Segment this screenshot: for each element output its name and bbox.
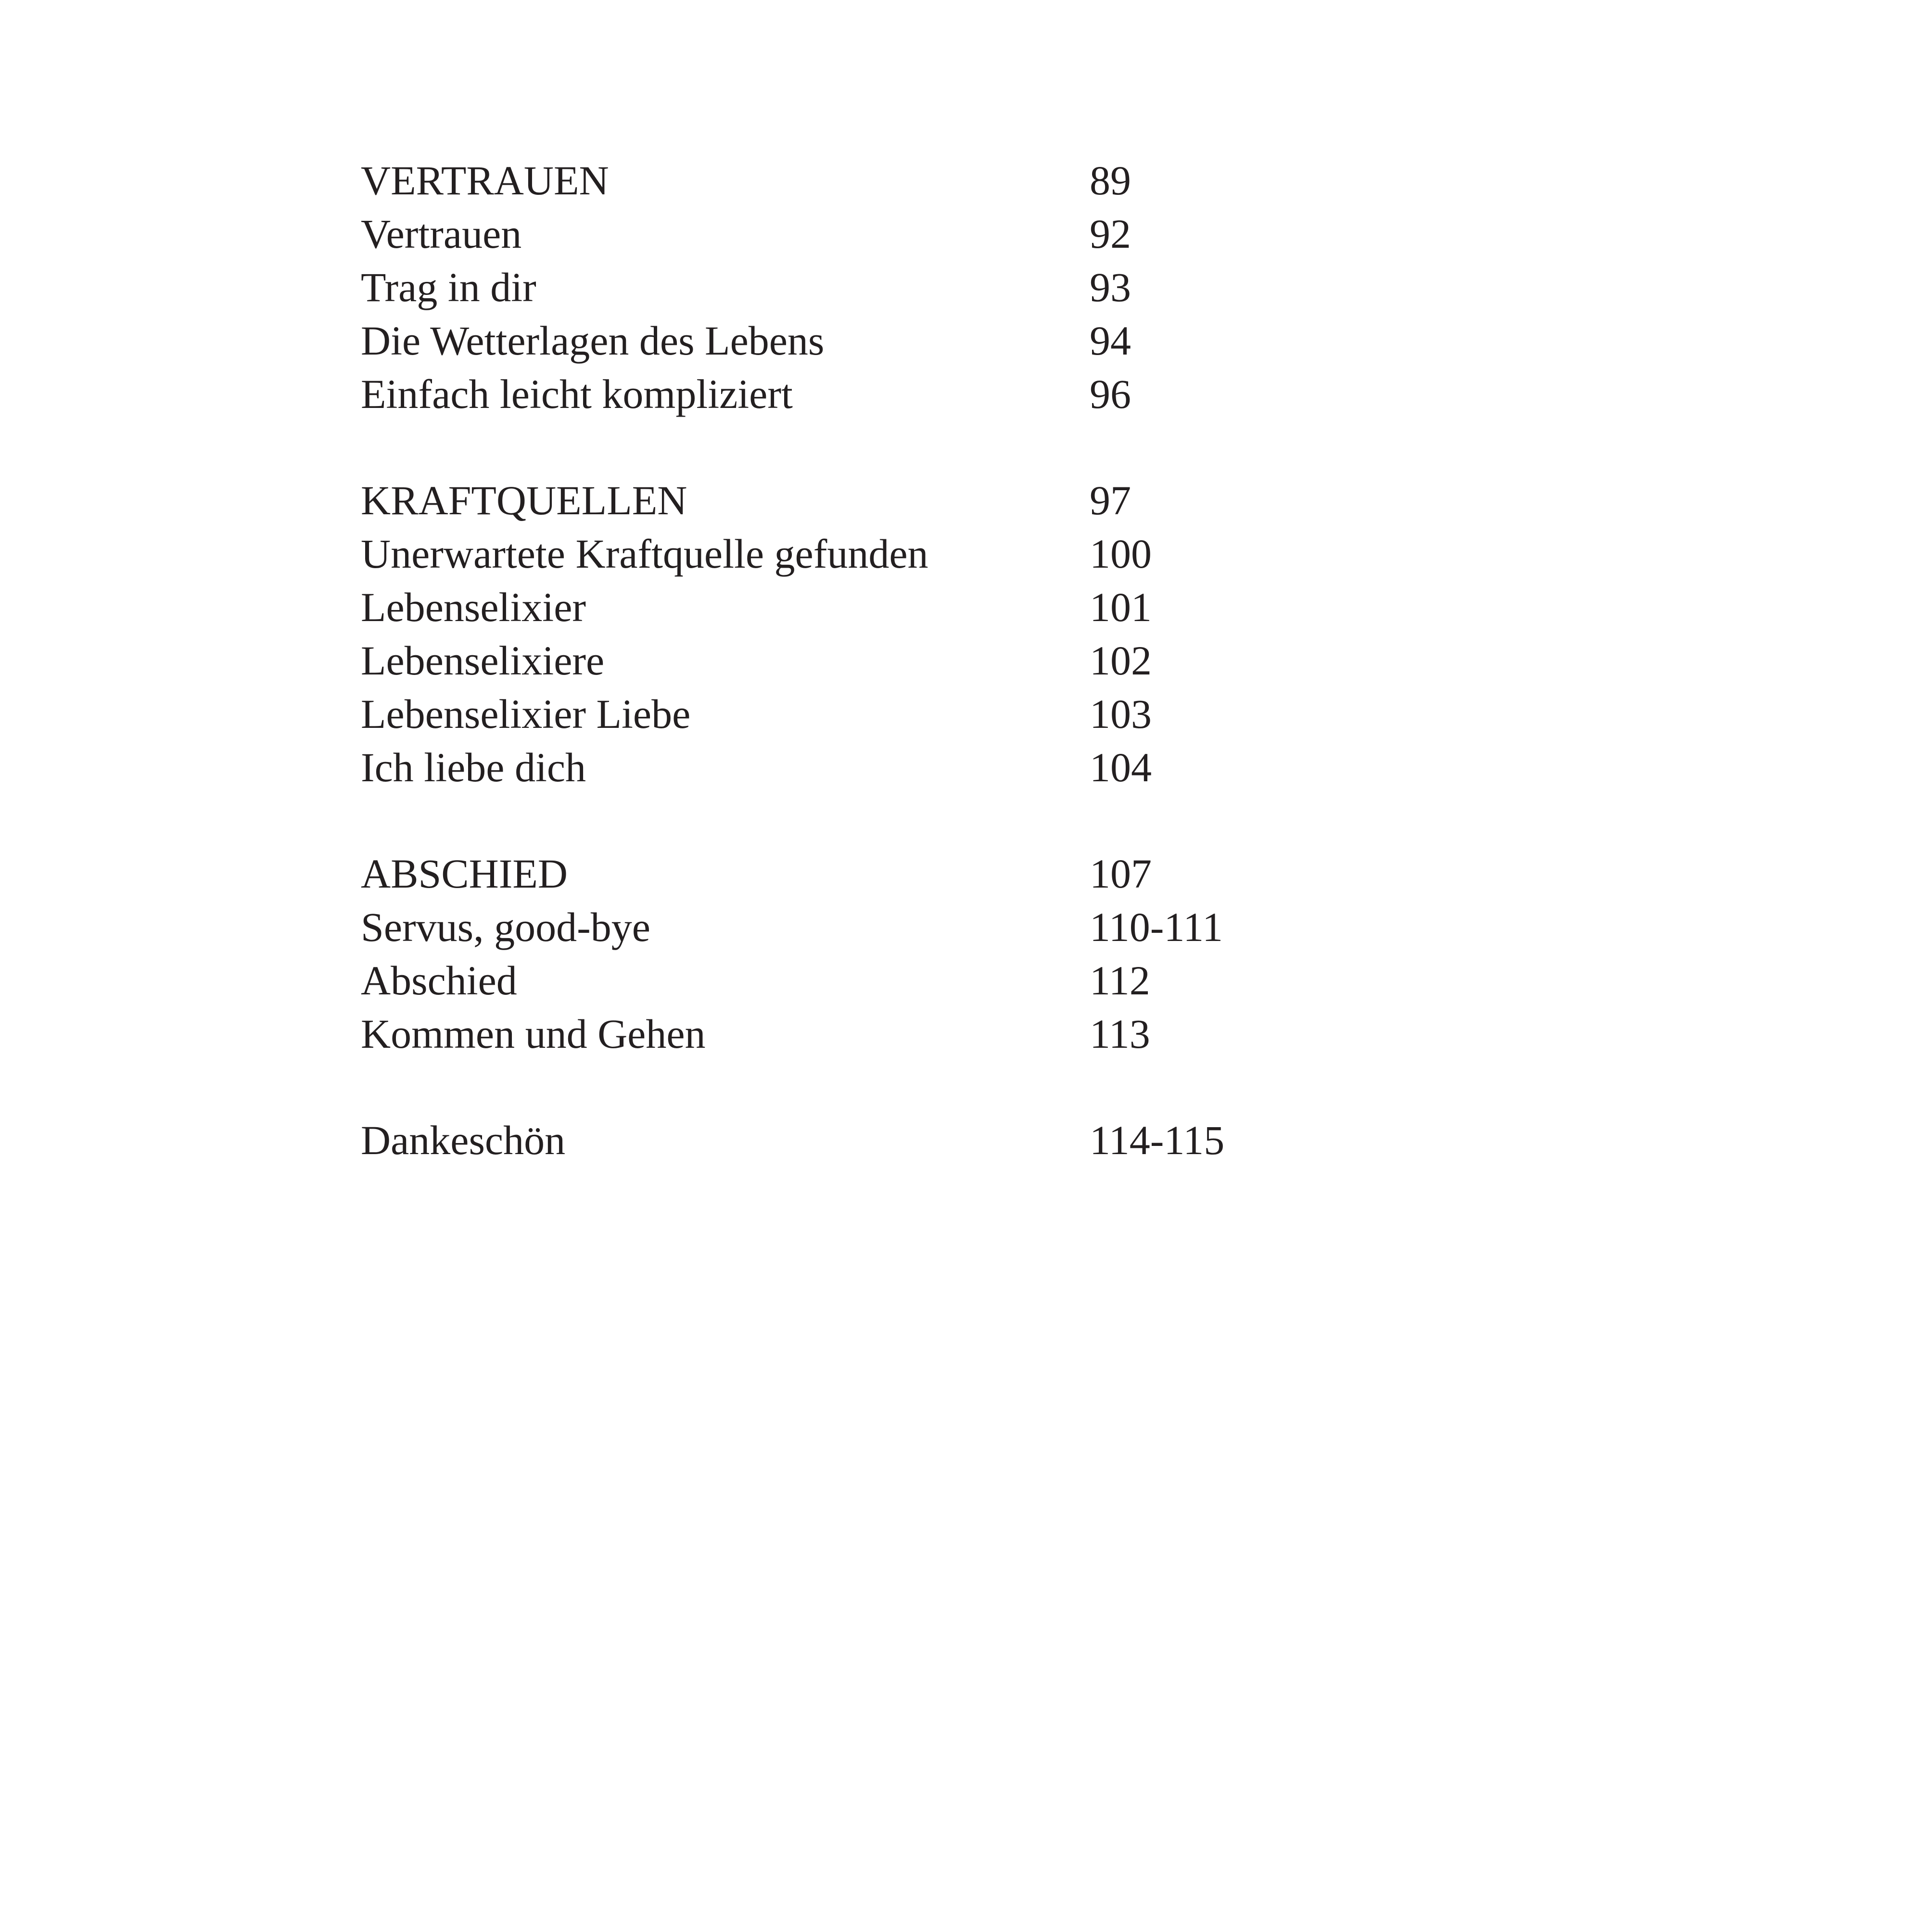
toc-entry [361, 634, 1419, 687]
toc-entry-page: 102 [1090, 637, 1152, 684]
toc-entry-page: 89 [1090, 157, 1131, 203]
toc-entry [361, 261, 1419, 314]
toc-entry-title: ABSCHIED [361, 851, 568, 897]
toc-entry-title: Ich liebe dich [361, 744, 586, 790]
toc-entry [361, 1007, 1419, 1061]
toc-entry-page: 110-111 [1090, 904, 1223, 950]
toc-entry-page: 94 [1090, 318, 1131, 364]
toc-entry-title: Abschied [361, 957, 517, 1004]
toc-entry-page: 104 [1090, 744, 1152, 790]
toc-entry-title: Kommen und Gehen [361, 1011, 706, 1057]
toc-entry-title: VERTRAUEN [361, 157, 609, 203]
toc-entry-title: Einfach leicht kompliziert [361, 371, 793, 417]
toc-entry [361, 368, 1419, 421]
toc-entry-page: 92 [1090, 211, 1131, 257]
toc-entry-page: 96 [1090, 371, 1131, 417]
toc-entry-title: Lebenselixiere [361, 637, 605, 684]
toc-entry-page: 93 [1090, 264, 1131, 310]
toc-entry [361, 527, 1419, 581]
toc-entry-page: 112 [1090, 957, 1150, 1004]
toc-entry [361, 901, 1419, 954]
toc-entry [361, 1114, 1419, 1167]
toc-section-vertrauen [361, 154, 1419, 421]
toc-entry-page: 101 [1090, 584, 1152, 630]
toc-entry-page: 100 [1090, 531, 1152, 577]
toc-entry-page: 103 [1090, 691, 1152, 737]
toc-entry-title: Lebenselixier Liebe [361, 691, 691, 737]
toc-entry-title: KRAFTQUELLEN [361, 477, 687, 523]
toc-entry [361, 847, 1419, 901]
toc-entry [361, 687, 1419, 741]
toc-section-abschied [361, 847, 1419, 1061]
toc-entry [361, 314, 1419, 368]
toc-entry [361, 474, 1419, 527]
toc-entry-title: Die Wetterlagen des Lebens [361, 318, 825, 364]
toc-entry [361, 954, 1419, 1007]
toc-entry-title: Unerwartete Kraftquelle gefunden [361, 531, 928, 577]
toc-entry [361, 207, 1419, 261]
toc-entry-title: Lebenselixier [361, 584, 586, 630]
toc-entry-page: 114-115 [1090, 1117, 1225, 1163]
toc-entry-title: Dankeschön [361, 1117, 566, 1163]
table-of-contents [361, 154, 1419, 1220]
toc-section-dankeschoen [361, 1114, 1419, 1167]
toc-entry-title: Vertrauen [361, 211, 522, 257]
toc-entry-title: Servus, good-bye [361, 904, 650, 950]
toc-entry-page: 97 [1090, 477, 1131, 523]
toc-entry [361, 581, 1419, 634]
toc-entry-page: 107 [1090, 851, 1152, 897]
toc-entry-title: Trag in dir [361, 264, 536, 310]
toc-entry-page: 113 [1090, 1011, 1150, 1057]
toc-section-kraftquellen [361, 474, 1419, 794]
toc-entry [361, 741, 1419, 794]
toc-entry [361, 154, 1419, 207]
